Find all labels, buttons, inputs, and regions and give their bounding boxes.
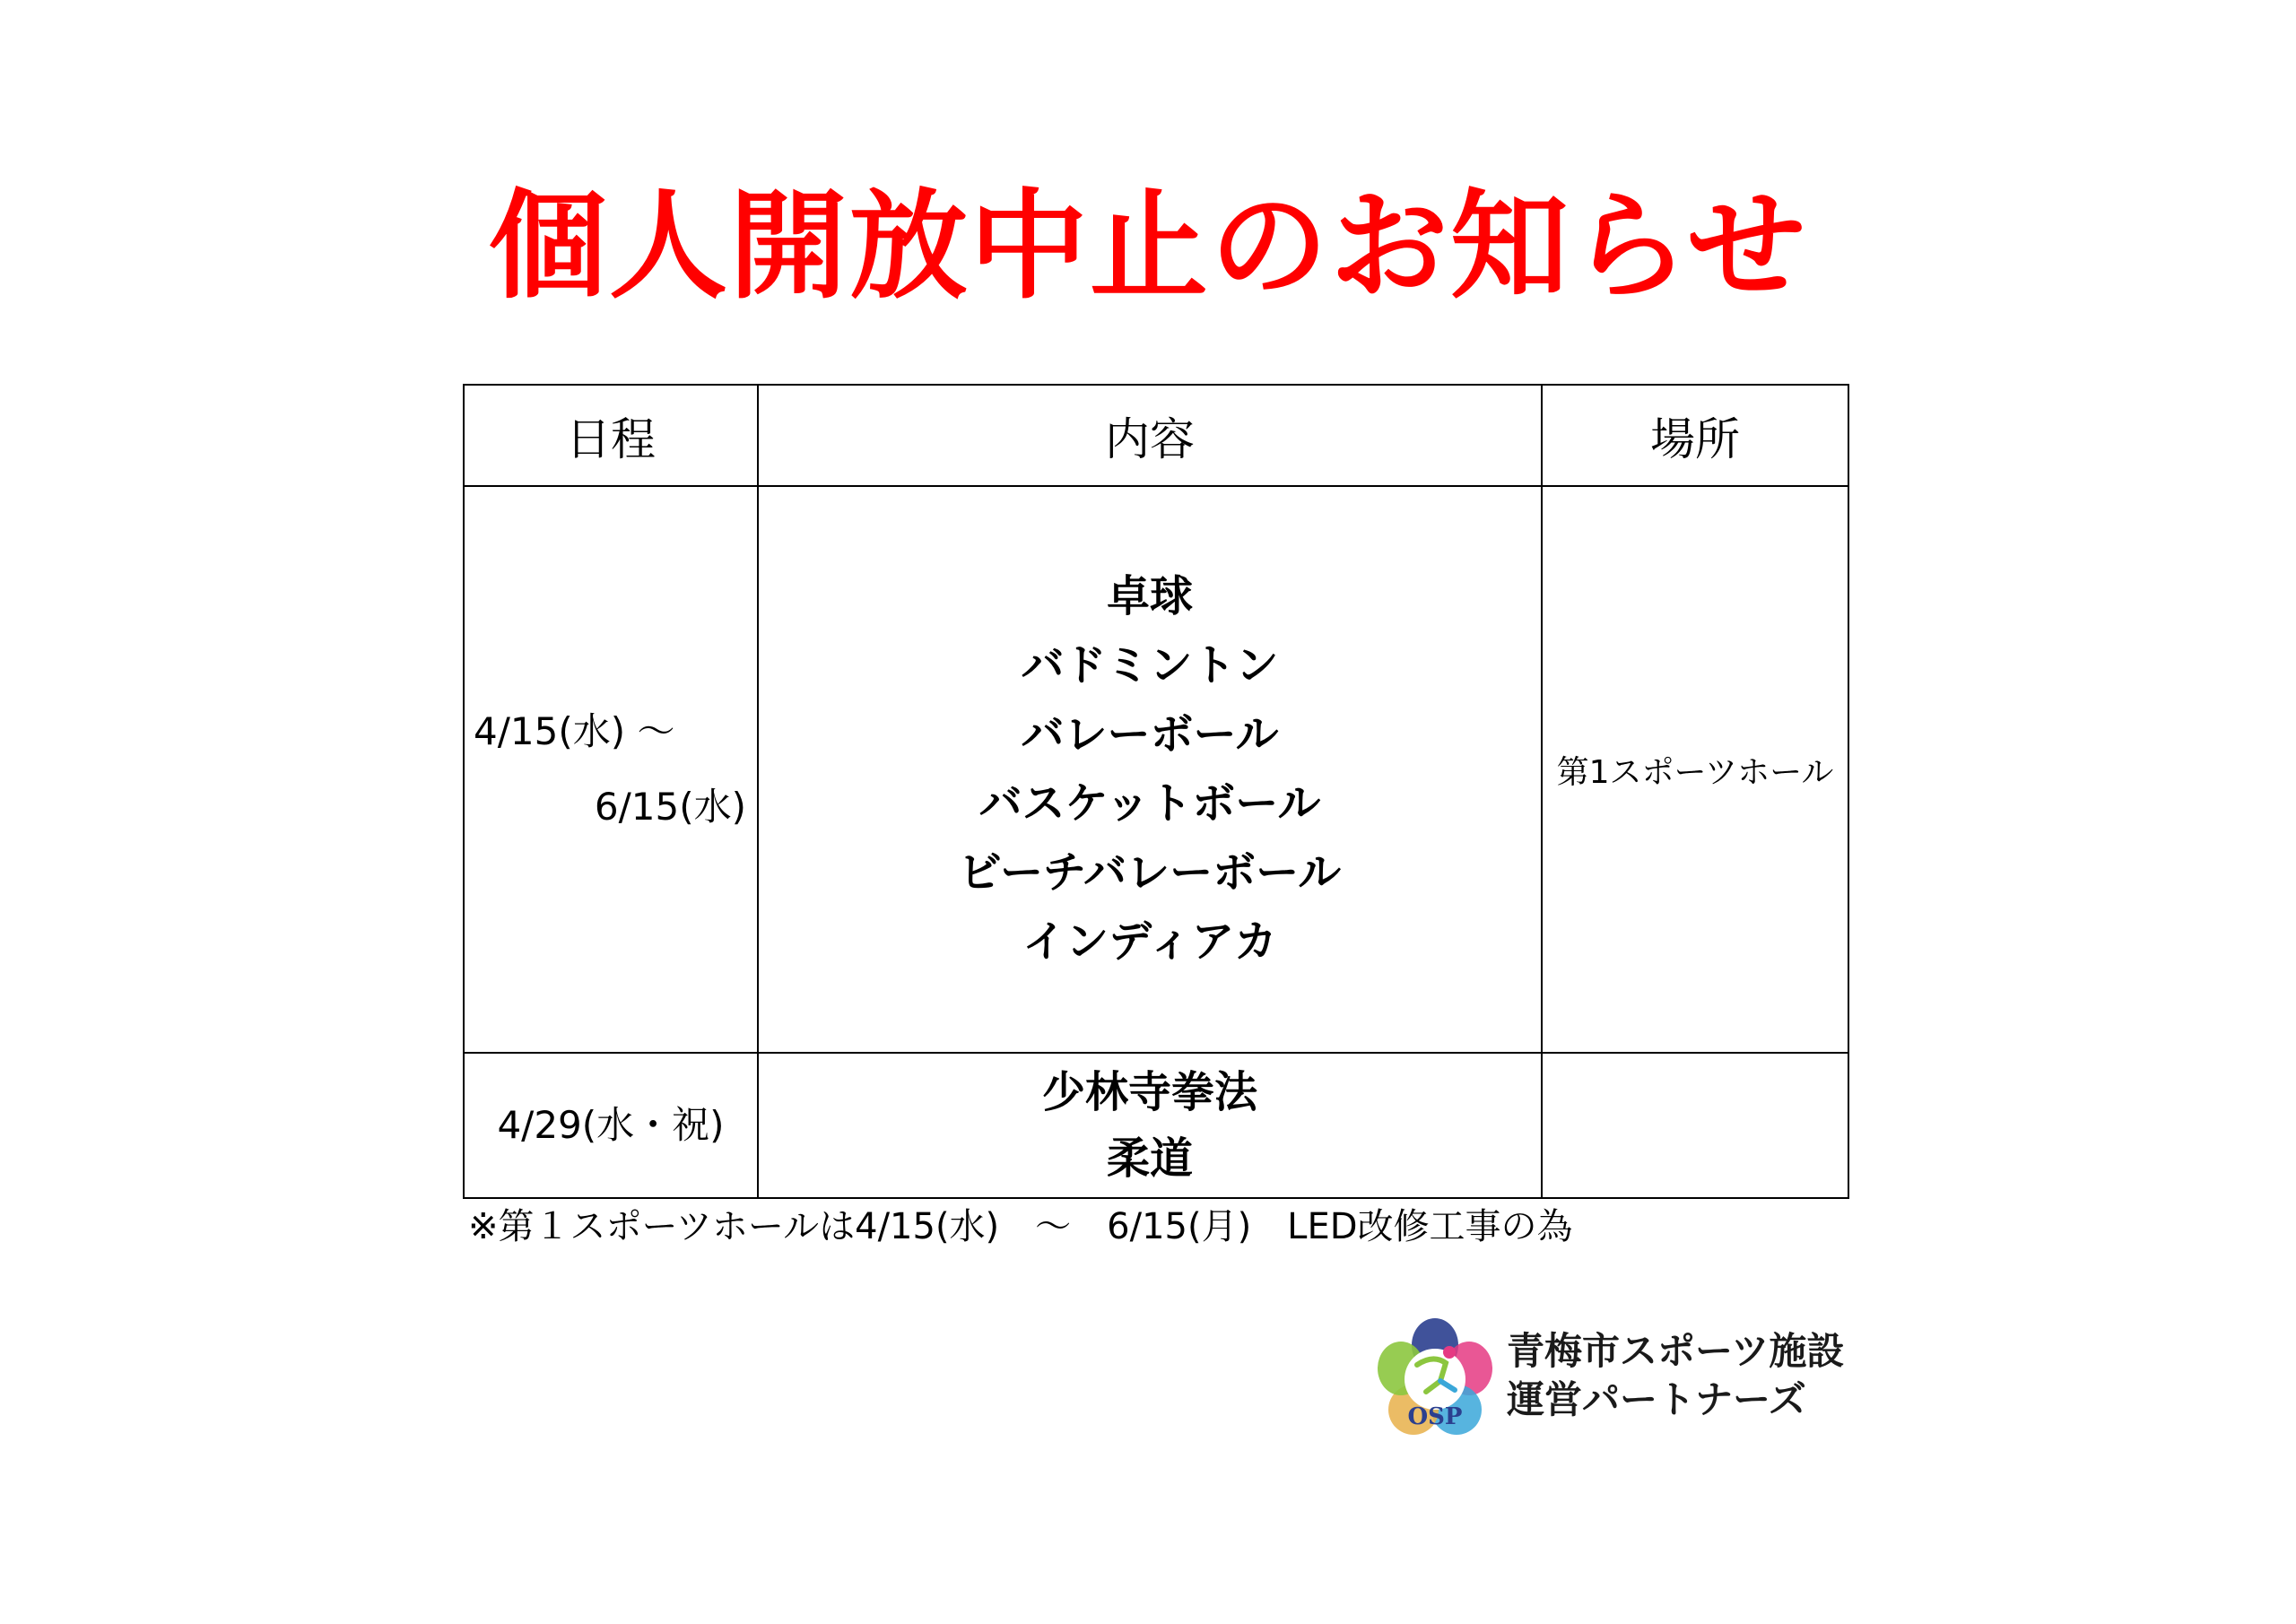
logo-line1: 青梅市スポーツ施設 [1507,1329,1845,1373]
place-cell [1542,1053,1848,1198]
content-list [759,1059,1541,1192]
header-place: 場所 [1542,385,1848,486]
logo-text [1507,1327,1844,1424]
list-item: バドミントン [1021,640,1279,690]
date-end: 6/15(水) [594,785,746,829]
date-single: 4/29(水・祝) [497,1103,725,1147]
content-list [759,562,1541,977]
organization-logo [1363,1309,1848,1453]
date-start: 4/15(水) ～ [474,709,675,753]
header-date: 日程 [464,385,758,486]
list-item: 少林寺拳法 [1041,1067,1257,1117]
header-content: 内容 [758,385,1542,486]
footnote: ※第１スポーツホールは4/15(水) ～ 6/15(月) LED改修工事の為 [468,1206,1573,1247]
content-cell [758,1053,1542,1198]
list-item: バスケットボール [978,778,1321,829]
osp-flower-logo-icon [1363,1309,1507,1453]
list-item: バレーボール [1021,709,1279,760]
place-cell: 第1スポーツホール [1542,486,1848,1053]
table-row [464,1053,1848,1198]
table-row [464,486,1848,1053]
page-title: 個人開放中止のお知らせ [488,178,1808,316]
list-item: 柔道 [1106,1133,1193,1184]
date-cell [464,1053,758,1198]
list-item: ビーチバレーボール [958,847,1342,898]
logo-line2: 運営パートナーズ [1507,1377,1806,1421]
schedule-table [463,384,1849,1199]
table-header-row [464,385,1848,486]
list-item: インディアカ [1022,916,1277,967]
content-cell [758,486,1542,1053]
date-cell [464,486,758,1053]
list-item: 卓球 [1106,571,1193,621]
logo-mark-text: OSP [1407,1403,1463,1430]
